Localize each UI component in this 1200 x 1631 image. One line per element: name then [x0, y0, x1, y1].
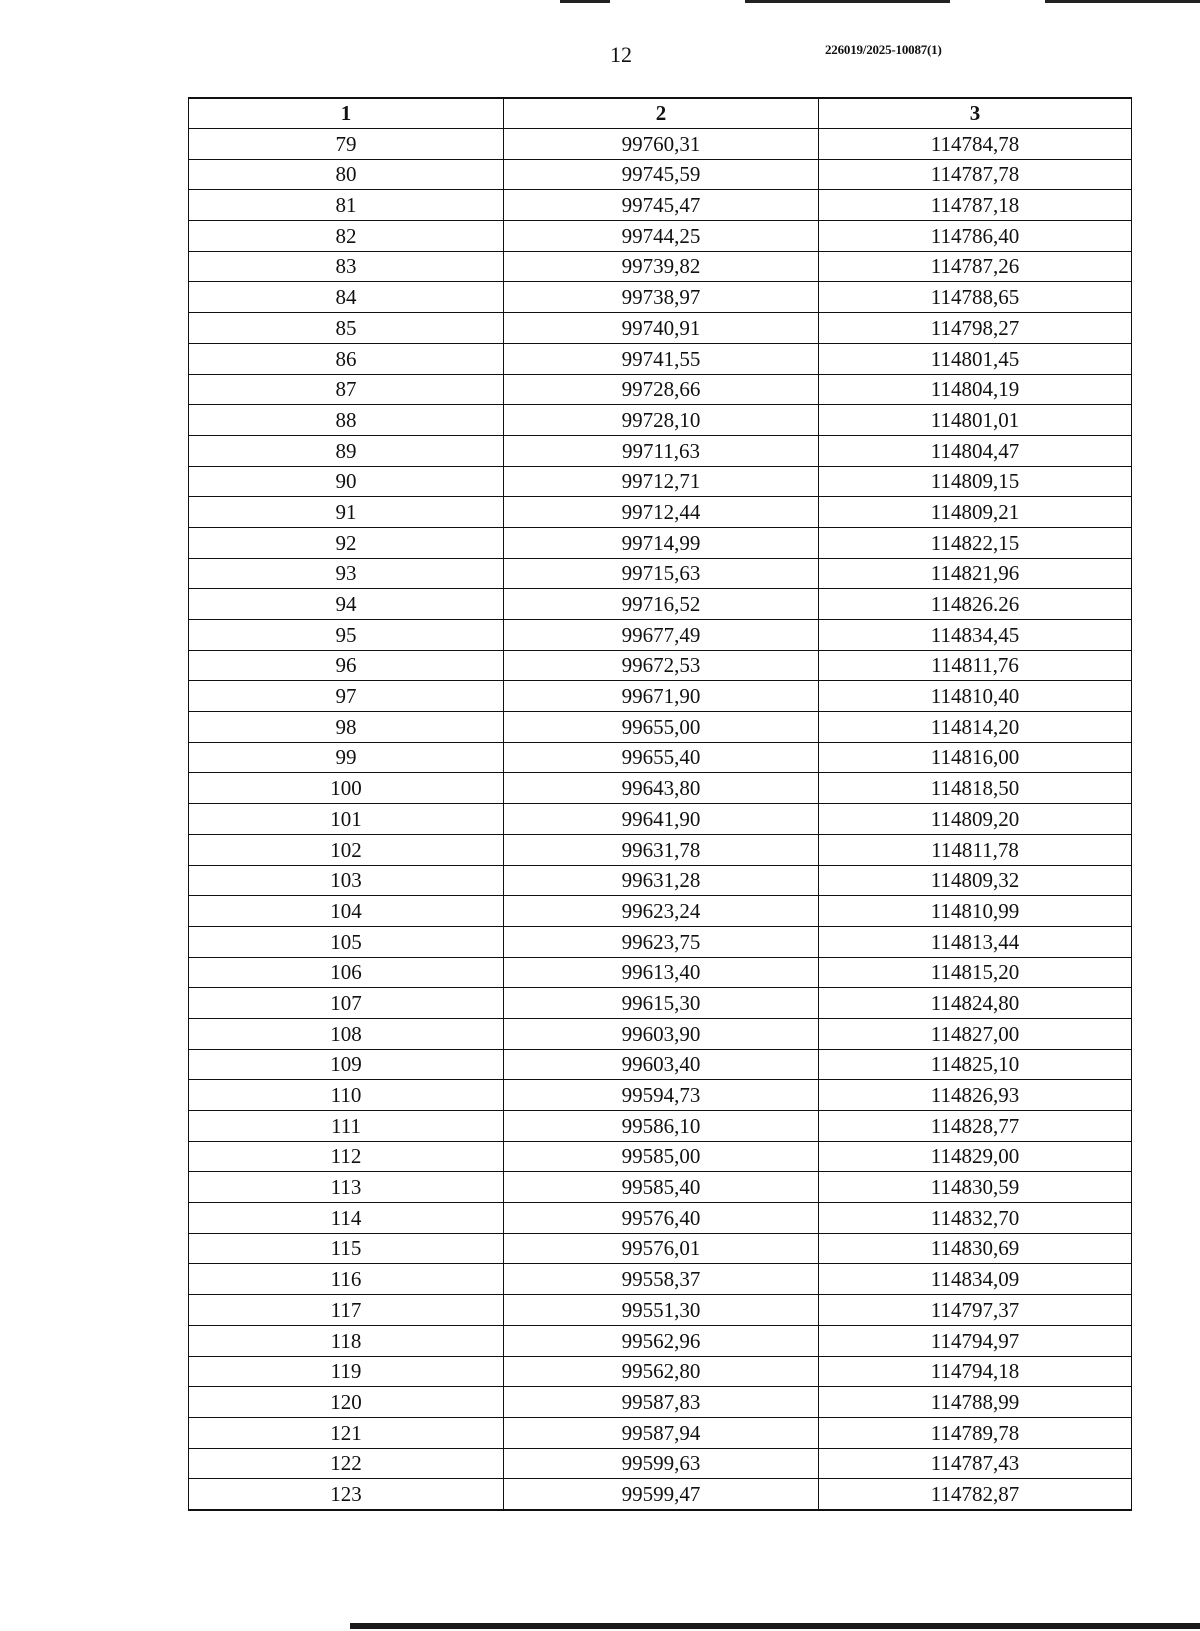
table-row	[189, 159, 1132, 190]
table-row	[189, 129, 1132, 160]
table-row	[189, 804, 1132, 835]
table-cell: 114830,59	[819, 1172, 1132, 1203]
table-cell: 116	[189, 1264, 504, 1295]
table-cell: 99744,25	[504, 221, 819, 252]
table-cell: 85	[189, 313, 504, 344]
table-cell: 99615,30	[504, 988, 819, 1019]
table-row	[189, 251, 1132, 282]
table-row	[189, 1233, 1132, 1264]
table-cell: 114794,18	[819, 1356, 1132, 1387]
table-cell: 99739,82	[504, 251, 819, 282]
table-cell: 82	[189, 221, 504, 252]
table-cell: 99655,00	[504, 712, 819, 743]
table-cell: 99562,80	[504, 1356, 819, 1387]
table-cell: 96	[189, 650, 504, 681]
table-cell: 114834,09	[819, 1264, 1132, 1295]
table-cell: 86	[189, 343, 504, 374]
table-row	[189, 834, 1132, 865]
table-cell: 99599,47	[504, 1479, 819, 1510]
table-cell: 99558,37	[504, 1264, 819, 1295]
table-row	[189, 435, 1132, 466]
table-cell: 99603,90	[504, 1018, 819, 1049]
table-cell: 114830,69	[819, 1233, 1132, 1264]
column-header: 3	[819, 98, 1132, 129]
table-cell: 114814,20	[819, 712, 1132, 743]
table-cell: 99576,40	[504, 1203, 819, 1234]
table-header-row	[189, 98, 1132, 129]
table-cell: 114826,93	[819, 1080, 1132, 1111]
table-row	[189, 527, 1132, 558]
table-cell: 98	[189, 712, 504, 743]
table-row	[189, 1264, 1132, 1295]
table-cell: 88	[189, 405, 504, 436]
table-cell: 93	[189, 558, 504, 589]
column-header: 2	[504, 98, 819, 129]
table-cell: 101	[189, 804, 504, 835]
table-cell: 99599,63	[504, 1448, 819, 1479]
table-cell: 109	[189, 1049, 504, 1080]
table-cell: 99587,94	[504, 1417, 819, 1448]
table-cell: 99741,55	[504, 343, 819, 374]
table-row	[189, 1387, 1132, 1418]
table-row	[189, 620, 1132, 651]
table-cell: 99712,44	[504, 497, 819, 528]
scan-edge-top	[560, 0, 610, 3]
table-cell: 106	[189, 957, 504, 988]
table-cell: 99712,71	[504, 466, 819, 497]
scan-edge-top	[745, 0, 950, 3]
table-cell: 119	[189, 1356, 504, 1387]
table-cell: 99623,75	[504, 926, 819, 957]
table-cell: 99641,90	[504, 804, 819, 835]
table-cell: 99760,31	[504, 129, 819, 160]
table-row	[189, 1080, 1132, 1111]
table-cell: 81	[189, 190, 504, 221]
table-cell: 114782,87	[819, 1479, 1132, 1510]
table-cell: 99631,78	[504, 834, 819, 865]
table-cell: 99576,01	[504, 1233, 819, 1264]
table-row	[189, 712, 1132, 743]
table-row	[189, 1172, 1132, 1203]
table-cell: 99745,47	[504, 190, 819, 221]
table-cell: 87	[189, 374, 504, 405]
table-row	[189, 1018, 1132, 1049]
table-cell: 114834,45	[819, 620, 1132, 651]
table-cell: 114809,20	[819, 804, 1132, 835]
table-row	[189, 343, 1132, 374]
table-cell: 80	[189, 159, 504, 190]
table-cell: 114	[189, 1203, 504, 1234]
table-row	[189, 221, 1132, 252]
table-cell: 89	[189, 435, 504, 466]
scan-edge-top	[1045, 0, 1200, 3]
table-cell: 99714,99	[504, 527, 819, 558]
table-cell: 110	[189, 1080, 504, 1111]
table-cell: 114822,15	[819, 527, 1132, 558]
table-cell: 114832,70	[819, 1203, 1132, 1234]
table-row	[189, 558, 1132, 589]
table-row	[189, 313, 1132, 344]
table-cell: 84	[189, 282, 504, 313]
table-row	[189, 190, 1132, 221]
table-cell: 99655,40	[504, 742, 819, 773]
table-cell: 114825,10	[819, 1049, 1132, 1080]
table-cell: 105	[189, 926, 504, 957]
table-cell: 114794,97	[819, 1325, 1132, 1356]
table-cell: 99672,53	[504, 650, 819, 681]
table-cell: 114809,21	[819, 497, 1132, 528]
table-cell: 99728,10	[504, 405, 819, 436]
table-cell: 99716,52	[504, 589, 819, 620]
table-cell: 104	[189, 896, 504, 927]
table-cell: 99587,83	[504, 1387, 819, 1418]
page-number: 12	[610, 42, 632, 67]
table-cell: 114824,80	[819, 988, 1132, 1019]
table-cell: 97	[189, 681, 504, 712]
table-row	[189, 1141, 1132, 1172]
table-row	[189, 926, 1132, 957]
table-cell: 99728,66	[504, 374, 819, 405]
table-cell: 99562,96	[504, 1325, 819, 1356]
table-cell: 99740,91	[504, 313, 819, 344]
table-cell: 107	[189, 988, 504, 1019]
table-cell: 121	[189, 1417, 504, 1448]
table-row	[189, 957, 1132, 988]
table-cell: 114813,44	[819, 926, 1132, 957]
table-cell: 114787,78	[819, 159, 1132, 190]
table-cell: 99715,63	[504, 558, 819, 589]
table-cell: 99671,90	[504, 681, 819, 712]
table-cell: 114787,18	[819, 190, 1132, 221]
coordinates-table	[188, 97, 1132, 1511]
table-cell: 114829,00	[819, 1141, 1132, 1172]
table-cell: 117	[189, 1295, 504, 1326]
table-cell: 99738,97	[504, 282, 819, 313]
table-cell: 114797,37	[819, 1295, 1132, 1326]
table-row	[189, 1325, 1132, 1356]
table-cell: 114798,27	[819, 313, 1132, 344]
table-row	[189, 896, 1132, 927]
table-cell: 114788,65	[819, 282, 1132, 313]
table-row	[189, 282, 1132, 313]
table-cell: 99745,59	[504, 159, 819, 190]
table-cell: 99643,80	[504, 773, 819, 804]
table-cell: 108	[189, 1018, 504, 1049]
table-row	[189, 650, 1132, 681]
table-cell: 115	[189, 1233, 504, 1264]
table-cell: 99623,24	[504, 896, 819, 927]
table-row	[189, 1295, 1132, 1326]
table-cell: 99	[189, 742, 504, 773]
table-cell: 114788,99	[819, 1387, 1132, 1418]
table-cell: 113	[189, 1172, 504, 1203]
table-cell: 114787,26	[819, 251, 1132, 282]
table-cell: 114786,40	[819, 221, 1132, 252]
table-row	[189, 1417, 1132, 1448]
table-cell: 114821,96	[819, 558, 1132, 589]
table-cell: 114809,32	[819, 865, 1132, 896]
table-row	[189, 1111, 1132, 1142]
table-cell: 114801,01	[819, 405, 1132, 436]
table-cell: 90	[189, 466, 504, 497]
table-cell: 114818,50	[819, 773, 1132, 804]
table-cell: 114804,47	[819, 435, 1132, 466]
table-cell: 114816,00	[819, 742, 1132, 773]
table-cell: 95	[189, 620, 504, 651]
table-cell: 114804,19	[819, 374, 1132, 405]
table-body	[189, 129, 1132, 1510]
table-cell: 99551,30	[504, 1295, 819, 1326]
table-cell: 114811,78	[819, 834, 1132, 865]
table-cell: 114810,40	[819, 681, 1132, 712]
table-cell: 123	[189, 1479, 504, 1510]
table-cell: 112	[189, 1141, 504, 1172]
table-cell: 114810,99	[819, 896, 1132, 927]
table-row	[189, 865, 1132, 896]
table-cell: 99711,63	[504, 435, 819, 466]
table-cell: 99594,73	[504, 1080, 819, 1111]
column-header: 1	[189, 98, 504, 129]
table-row	[189, 1448, 1132, 1479]
table-row	[189, 1356, 1132, 1387]
table-cell: 79	[189, 129, 504, 160]
table-cell: 114826.26	[819, 589, 1132, 620]
table-cell: 99677,49	[504, 620, 819, 651]
table-row	[189, 466, 1132, 497]
table-row	[189, 1203, 1132, 1234]
table-row	[189, 497, 1132, 528]
table-cell: 114827,00	[819, 1018, 1132, 1049]
table-cell: 92	[189, 527, 504, 558]
document-reference: 226019/2025-10087(1)	[825, 42, 942, 57]
table-cell: 114828,77	[819, 1111, 1132, 1142]
table-row	[189, 589, 1132, 620]
table-cell: 99586,10	[504, 1111, 819, 1142]
table-cell: 118	[189, 1325, 504, 1356]
table-cell: 114809,15	[819, 466, 1132, 497]
table-cell: 94	[189, 589, 504, 620]
table-cell: 99631,28	[504, 865, 819, 896]
table-row	[189, 681, 1132, 712]
table-cell: 102	[189, 834, 504, 865]
table-cell: 91	[189, 497, 504, 528]
table-cell: 99613,40	[504, 957, 819, 988]
table-cell: 114801,45	[819, 343, 1132, 374]
table-row	[189, 405, 1132, 436]
table-cell: 99585,00	[504, 1141, 819, 1172]
table-cell: 122	[189, 1448, 504, 1479]
table-cell: 100	[189, 773, 504, 804]
table-row	[189, 1049, 1132, 1080]
table-cell: 99603,40	[504, 1049, 819, 1080]
table-row	[189, 742, 1132, 773]
table-cell: 114811,76	[819, 650, 1132, 681]
table-cell: 114789,78	[819, 1417, 1132, 1448]
scan-edge-bottom	[350, 1623, 1200, 1629]
table-cell: 114787,43	[819, 1448, 1132, 1479]
table-row	[189, 773, 1132, 804]
table-row	[189, 1479, 1132, 1510]
table-cell: 114784,78	[819, 129, 1132, 160]
table-row	[189, 988, 1132, 1019]
table-cell: 83	[189, 251, 504, 282]
table-cell: 114815,20	[819, 957, 1132, 988]
table-cell: 99585,40	[504, 1172, 819, 1203]
table-row	[189, 374, 1132, 405]
table-cell: 120	[189, 1387, 504, 1418]
table-cell: 111	[189, 1111, 504, 1142]
table-cell: 103	[189, 865, 504, 896]
